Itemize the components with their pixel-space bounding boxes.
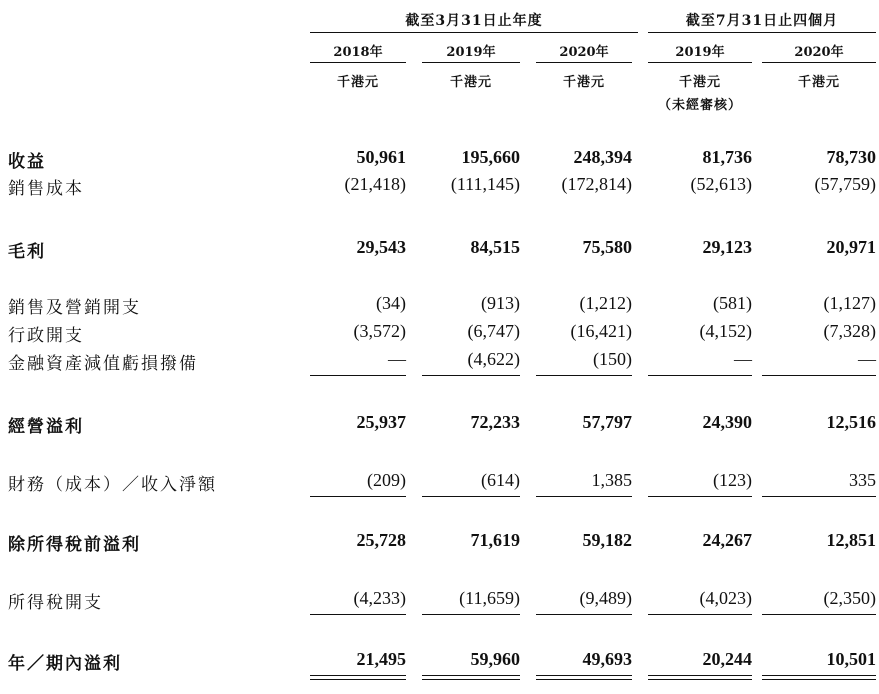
subtotal-rule xyxy=(310,614,406,615)
row-value: 25,728 xyxy=(356,530,406,550)
row-value: (614) xyxy=(481,470,520,490)
row-label: 財務（成本）／收入淨額 xyxy=(8,475,217,495)
row-label: 除所得稅前溢利 xyxy=(8,535,141,555)
subtotal-rule xyxy=(422,375,520,376)
subtotal-rule xyxy=(762,496,876,497)
row-value: (52,613) xyxy=(690,174,752,194)
row-label: 銷售成本 xyxy=(8,179,84,199)
row-value: (7,328) xyxy=(823,321,876,341)
row-value: 78,730 xyxy=(826,147,876,167)
column-unit: 千港元 xyxy=(678,75,721,90)
subtotal-rule xyxy=(536,496,632,497)
row-label: 年／期內溢利 xyxy=(8,654,122,674)
row-value: 12,516 xyxy=(826,412,876,432)
row-value: (9,489) xyxy=(579,588,632,608)
total-double-rule xyxy=(762,675,876,680)
total-double-rule xyxy=(536,675,632,680)
total-double-rule xyxy=(422,675,520,680)
row-value: 12,851 xyxy=(826,530,876,550)
column-unit: 千港元 xyxy=(562,75,605,90)
total-double-rule xyxy=(310,675,406,680)
row-value: (57,759) xyxy=(814,174,876,194)
group-rule-fiscal-year xyxy=(310,32,638,33)
row-value: (581) xyxy=(713,293,752,313)
column-year: 2019年 xyxy=(446,45,496,60)
row-label: 經營溢利 xyxy=(8,417,84,437)
column-year-rule xyxy=(310,62,406,63)
row-label: 銷售及營銷開支 xyxy=(8,298,141,318)
row-value: 75,580 xyxy=(582,237,632,257)
row-value: (111,145) xyxy=(450,174,520,194)
row-value: (11,659) xyxy=(459,588,520,608)
row-value: 25,937 xyxy=(356,412,406,432)
column-unit: 千港元 xyxy=(449,75,492,90)
subtotal-rule xyxy=(536,375,632,376)
row-label: 行政開支 xyxy=(8,326,84,346)
row-value: (913) xyxy=(481,293,520,313)
subtotal-rule xyxy=(310,375,406,376)
column-year-rule xyxy=(762,62,876,63)
row-label: 毛利 xyxy=(8,242,46,262)
subtotal-rule xyxy=(762,375,876,376)
row-value: (4,233) xyxy=(353,588,406,608)
row-value: (150) xyxy=(593,349,632,369)
row-value: (209) xyxy=(367,470,406,490)
row-value: (4,152) xyxy=(699,321,752,341)
subtotal-rule xyxy=(648,614,752,615)
row-value: 71,619 xyxy=(470,530,520,550)
row-value: 59,960 xyxy=(470,649,520,669)
row-value: (16,421) xyxy=(570,321,632,341)
row-value: 24,390 xyxy=(702,412,752,432)
row-value: (1,212) xyxy=(579,293,632,313)
row-label: 所得稅開支 xyxy=(8,593,103,613)
row-value: 29,123 xyxy=(702,237,752,257)
subtotal-rule xyxy=(648,375,752,376)
subtotal-rule xyxy=(762,614,876,615)
row-value: (6,747) xyxy=(467,321,520,341)
column-year: 2019年 xyxy=(675,45,725,60)
subtotal-rule xyxy=(422,614,520,615)
row-value: 59,182 xyxy=(582,530,632,550)
group-title-four-months: 截至7月31日止四個月 xyxy=(685,13,839,29)
row-value: (1,127) xyxy=(823,293,876,313)
subtotal-rule xyxy=(648,496,752,497)
row-value: (34) xyxy=(376,293,406,313)
row-value: (3,572) xyxy=(353,321,406,341)
row-value: 84,515 xyxy=(470,237,520,257)
column-year-rule xyxy=(422,62,520,63)
subtotal-rule xyxy=(422,496,520,497)
group-rule-four-months xyxy=(648,32,876,33)
column-year-rule xyxy=(648,62,752,63)
group-title-fiscal-year: 截至3月31日止年度 xyxy=(405,13,543,29)
column-unit: 千港元 xyxy=(797,75,840,90)
row-value: 1,385 xyxy=(591,470,632,490)
row-value: 49,693 xyxy=(582,649,632,669)
row-value: 21,495 xyxy=(356,649,406,669)
row-value: 24,267 xyxy=(702,530,752,550)
row-value: 248,394 xyxy=(573,147,632,167)
row-value: 50,961 xyxy=(356,147,406,167)
row-value: — xyxy=(388,349,406,369)
subtotal-rule xyxy=(536,614,632,615)
row-value: (123) xyxy=(713,470,752,490)
column-unit: 千港元 xyxy=(336,75,379,90)
row-value: 335 xyxy=(849,470,876,490)
row-value: (4,622) xyxy=(467,349,520,369)
column-year: 2020年 xyxy=(559,45,609,60)
row-value: (172,814) xyxy=(561,174,632,194)
row-value: 20,971 xyxy=(826,237,876,257)
row-value: 57,797 xyxy=(582,412,632,432)
total-double-rule xyxy=(648,675,752,680)
row-label: 收益 xyxy=(8,152,46,172)
row-value: 72,233 xyxy=(470,412,520,432)
row-value: (4,023) xyxy=(699,588,752,608)
row-value: 29,543 xyxy=(356,237,406,257)
row-value: 20,244 xyxy=(702,649,752,669)
row-value: 81,736 xyxy=(702,147,752,167)
row-value: (21,418) xyxy=(344,174,406,194)
subtotal-rule xyxy=(310,496,406,497)
row-value: — xyxy=(858,349,876,369)
row-label: 金融資產減值虧損撥備 xyxy=(8,354,198,374)
row-value: 10,501 xyxy=(826,649,876,669)
row-value: 195,660 xyxy=(461,147,520,167)
column-year-rule xyxy=(536,62,632,63)
row-value: (2,350) xyxy=(823,588,876,608)
column-note: （未經審核） xyxy=(657,98,742,113)
column-year: 2020年 xyxy=(794,45,844,60)
column-year: 2018年 xyxy=(333,45,383,60)
row-value: — xyxy=(734,349,752,369)
